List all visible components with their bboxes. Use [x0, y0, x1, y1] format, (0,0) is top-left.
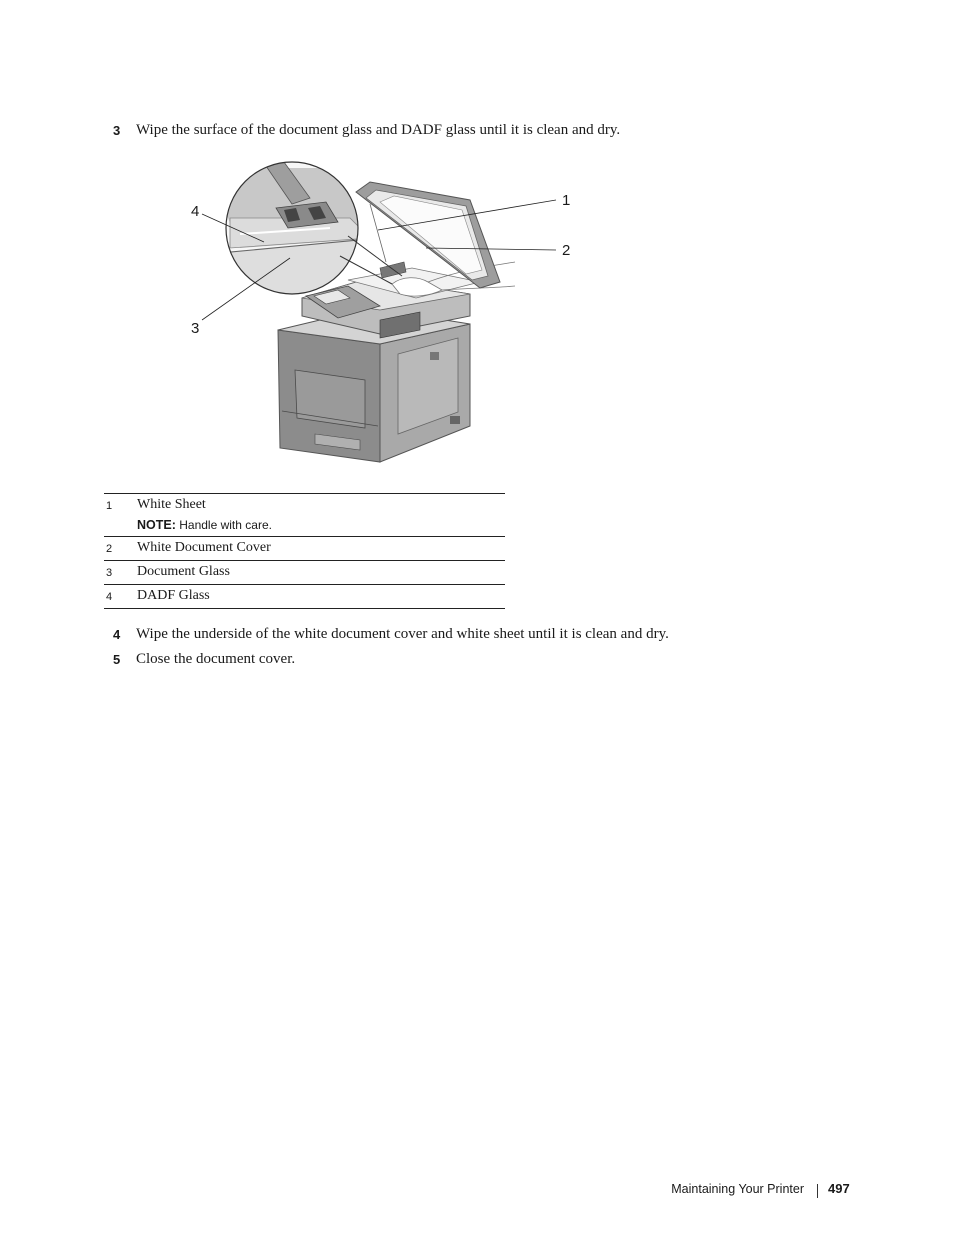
legend-row	[104, 494, 505, 537]
step-number: 4	[113, 627, 121, 642]
callout-3: 3	[191, 320, 200, 337]
legend-label: Document Glass	[137, 561, 505, 585]
callout-1: 1	[562, 192, 571, 209]
footer-divider	[817, 1184, 818, 1198]
note-label: NOTE:	[137, 518, 176, 532]
figure-legend-table	[104, 493, 505, 609]
legend-note	[137, 518, 505, 532]
legend-number: 1	[104, 494, 137, 537]
note-text: Handle with care.	[179, 518, 272, 532]
legend-number: 3	[104, 561, 137, 585]
legend-number: 4	[104, 585, 137, 609]
step-number: 5	[113, 652, 121, 667]
footer-chapter-title: Maintaining Your Printer	[671, 1182, 804, 1196]
page-footer	[0, 1181, 954, 1201]
step-text: Wipe the surface of the document glass and DADF glass until it is clean and dry.	[136, 122, 621, 138]
page-number: 497	[828, 1181, 850, 1196]
step-text: Wipe the underside of the white document cover and white sheet until it is clean and dry.	[136, 626, 669, 642]
legend-label: DADF Glass	[137, 585, 505, 609]
legend-row	[104, 561, 505, 585]
callout-2: 2	[562, 242, 571, 259]
step-number: 3	[113, 123, 121, 138]
legend-label: White Document Cover	[137, 537, 505, 561]
callout-4: 4	[191, 203, 200, 220]
legend-number: 2	[104, 537, 137, 561]
printer-figure	[180, 158, 580, 470]
legend-row	[104, 585, 505, 609]
legend-label: White Sheet	[137, 497, 206, 512]
step-text: Close the document cover.	[136, 651, 296, 667]
legend-row	[104, 537, 505, 561]
